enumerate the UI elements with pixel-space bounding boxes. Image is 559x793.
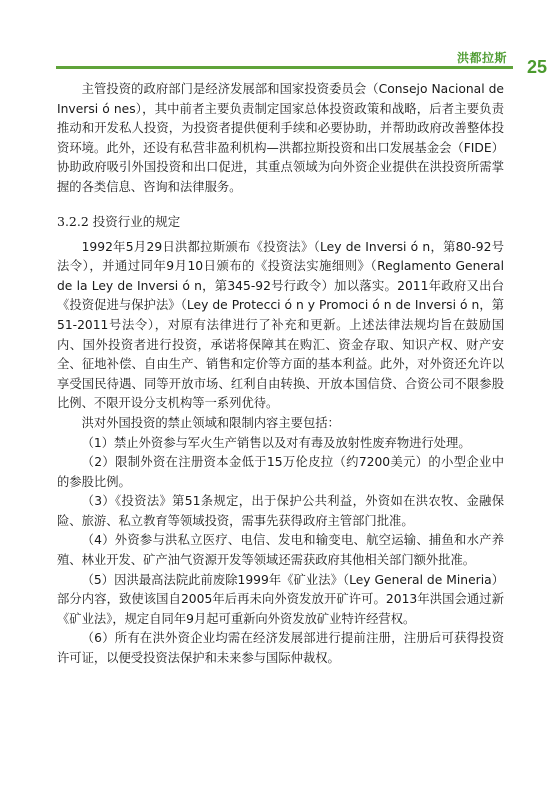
section-paragraph-2: 洪对外国投资的禁止领域和限制内容主要包括： <box>81 415 340 430</box>
running-title: 洪都拉斯 <box>456 51 507 65</box>
restriction-item-1: （1）禁止外资参与军火生产销售以及对有毒及放射性废弃物进行处理。 <box>81 435 471 450</box>
page-number: 25 <box>526 57 547 77</box>
page-body <box>57 80 504 669</box>
header-rule <box>56 66 513 69</box>
restriction-item-4: （4）外资参与洪私立医疗、电信、发电和输变电、航空运输、捕鱼和水产养殖、林业开发、矿产油气资源开发等领域还需获政府其他相关部门额外批准。 <box>57 533 504 568</box>
restriction-item-3: （3）《投资法》第51条规定，出于保护公共利益，外资如在洪农牧、金融保险、旅游、私立教育等领域投资，需事先获得政府主管部门批准。 <box>57 494 504 528</box>
section-heading: 3.2.2 投资行业的规定 <box>57 213 181 229</box>
restriction-item-2: （2）限制外资在注册资本金低于15万伦皮拉（约7200美元）的小型企业中的参股比例。 <box>57 455 504 489</box>
section-paragraph-1: 1992年5月29日洪都拉斯颁布《投资法》（Ley de Inversi ó n，第80-92号法令），并通过同年9月10日颁布的《投资法实施细则》（Reglamento General de la Ley de Inversi ó n，第345-92号行政令）加以落实。2011年政府又出台《投资促进与保护法》（Ley de Protecci ó n y Promoci ó n de Inversi ó n，第51-2011号法令），对原有法律进行了补充和更新。上述法律法规均旨在鼓励国内、国外投资者进行投资，承诺将保障其在购汇、资金存取、知识产权、财产安全、征地补偿、自由生产、销售和定价等方面的基本利益。此外，对外资还允许以享受国民待遇、同等开放市场、红利自由转换、开放本国信贷、合资公司不限参股比例、不限开设分支机构等一系列优待。 <box>57 239 504 411</box>
intro-paragraph: 主管投资的政府部门是经济发展部和国家投资委员会（Consejo Nacional de Inversi ó nes），其中前者主要负责制定国家总体投资政策和战略，后者主要负责推动和开发私人投资，为投资者提供便利手续和必要协助，并帮助政府改善整体投资环境。此外，还设有私营非盈利机构—洪都拉斯投资和出口发展基金会（FIDE）协助政府吸引外国投资和出口促进，其重点领域为向外资企业提供在洪投资所需掌握的各类信息、咨询和法律服务。 <box>57 82 504 194</box>
page-header <box>0 0 559 80</box>
restriction-item-5: （5）因洪最高法院此前废除1999年《矿业法》（Ley General de Mineria）部分内容，致使该国自2005年后再未向外资发放开矿许可。2013年洪国会通过新《矿业法》，规定自同年9月起可重新向外资发放矿业特许经营权。 <box>57 572 504 626</box>
restriction-item-6: （6）所有在洪外资企业均需在经济发展部进行提前注册，注册后可获得投资许可证，以便受投资法保护和未来参与国际仲裁权。 <box>57 631 504 666</box>
